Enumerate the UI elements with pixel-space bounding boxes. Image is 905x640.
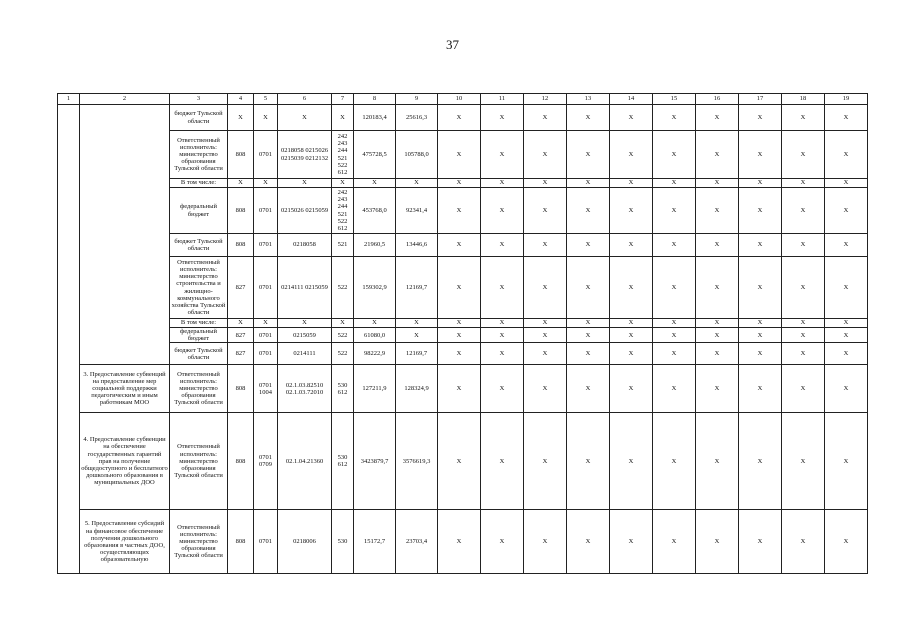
measure-cell: 5. Предоставление субсидий на финансовое обеспечение получения дошкольного образования в частных ДОО, осуществляющих образовательную bbox=[80, 510, 170, 574]
value-cell: 128324,9 bbox=[396, 365, 438, 413]
value-cell: X bbox=[567, 328, 610, 343]
grbs-cell: X bbox=[228, 105, 254, 131]
value-cell: X bbox=[696, 257, 739, 319]
value-cell: X bbox=[524, 105, 567, 131]
value-cell: X bbox=[524, 179, 567, 188]
value-cell: X bbox=[653, 234, 696, 257]
value-cell: 12169,7 bbox=[396, 257, 438, 319]
value-cell: X bbox=[524, 343, 567, 365]
budget-table bbox=[57, 93, 868, 574]
header-cell: 9 bbox=[396, 94, 438, 105]
value-cell: X bbox=[782, 234, 825, 257]
value-cell: X bbox=[524, 328, 567, 343]
header-cell: 4 bbox=[228, 94, 254, 105]
value-cell: X bbox=[739, 234, 782, 257]
value-cell: X bbox=[481, 365, 524, 413]
value-cell: X bbox=[653, 365, 696, 413]
value-cell: X bbox=[567, 319, 610, 328]
executor-cell: федеральный бюджет bbox=[170, 328, 228, 343]
value-cell: X bbox=[653, 343, 696, 365]
value-cell: X bbox=[782, 343, 825, 365]
value-cell: X bbox=[567, 343, 610, 365]
value-cell: X bbox=[739, 510, 782, 574]
value-cell: X bbox=[696, 234, 739, 257]
value-cell: X bbox=[481, 328, 524, 343]
value-cell: X bbox=[567, 413, 610, 510]
value-cell: X bbox=[567, 365, 610, 413]
value-cell: X bbox=[782, 319, 825, 328]
header-cell: 15 bbox=[653, 94, 696, 105]
grbs-cell: 827 bbox=[228, 343, 254, 365]
vr-cell: 242 243 244 521 522 612 bbox=[332, 188, 354, 234]
value-cell: X bbox=[782, 179, 825, 188]
value-cell: X bbox=[696, 343, 739, 365]
value-cell: X bbox=[567, 257, 610, 319]
value-cell: X bbox=[653, 257, 696, 319]
value-cell: X bbox=[438, 234, 481, 257]
value-cell: X bbox=[653, 328, 696, 343]
value-cell: X bbox=[739, 131, 782, 179]
value-cell: X bbox=[610, 188, 653, 234]
table-row bbox=[58, 188, 868, 234]
table-row bbox=[58, 105, 868, 131]
header-cell: 14 bbox=[610, 94, 653, 105]
value-cell: X bbox=[696, 105, 739, 131]
csr-cell: 02.1.04.21360 bbox=[278, 413, 332, 510]
value-cell: X bbox=[438, 319, 481, 328]
value-cell: X bbox=[825, 413, 868, 510]
value-cell: X bbox=[653, 413, 696, 510]
value-cell: X bbox=[567, 131, 610, 179]
value-cell: X bbox=[524, 234, 567, 257]
value-cell: X bbox=[782, 328, 825, 343]
value-cell: X bbox=[696, 188, 739, 234]
vr-cell: 522 bbox=[332, 328, 354, 343]
table-row bbox=[58, 343, 868, 365]
value-cell: X bbox=[653, 131, 696, 179]
value-cell: X bbox=[739, 343, 782, 365]
value-cell: X bbox=[739, 413, 782, 510]
table-row bbox=[58, 510, 868, 574]
value-cell: X bbox=[438, 188, 481, 234]
executor-cell: бюджет Тульской области bbox=[170, 234, 228, 257]
value-cell: X bbox=[782, 257, 825, 319]
value-cell: X bbox=[396, 328, 438, 343]
rzpr-cell: X bbox=[254, 319, 278, 328]
header-cell: 8 bbox=[354, 94, 396, 105]
grbs-cell: X bbox=[228, 179, 254, 188]
value-cell: X bbox=[825, 131, 868, 179]
header-row bbox=[58, 94, 868, 105]
value-cell: X bbox=[610, 234, 653, 257]
vr-cell: X bbox=[332, 319, 354, 328]
value-cell: X bbox=[825, 328, 868, 343]
rzpr-cell: 0701 bbox=[254, 510, 278, 574]
value-cell: X bbox=[610, 365, 653, 413]
value-cell: X bbox=[696, 179, 739, 188]
rzpr-cell: 0701 1004 bbox=[254, 365, 278, 413]
value-cell: X bbox=[610, 257, 653, 319]
value-cell: X bbox=[739, 188, 782, 234]
csr-cell: X bbox=[278, 319, 332, 328]
rzpr-cell: 0701 bbox=[254, 131, 278, 179]
value-cell: 61080,0 bbox=[354, 328, 396, 343]
measure-cell bbox=[80, 105, 170, 365]
csr-cell: 0214111 0215059 bbox=[278, 257, 332, 319]
value-cell: X bbox=[438, 257, 481, 319]
header-cell: 13 bbox=[567, 94, 610, 105]
value-cell: 13446,6 bbox=[396, 234, 438, 257]
value-cell: 92341,4 bbox=[396, 188, 438, 234]
page-number: 37 bbox=[446, 37, 459, 52]
value-cell: X bbox=[610, 131, 653, 179]
vr-cell: 242 243 244 521 522 612 bbox=[332, 131, 354, 179]
value-cell: 15172,7 bbox=[354, 510, 396, 574]
value-cell: X bbox=[524, 131, 567, 179]
value-cell: X bbox=[524, 188, 567, 234]
value-cell: X bbox=[653, 188, 696, 234]
value-cell: X bbox=[825, 179, 868, 188]
vr-cell: 530 612 bbox=[332, 413, 354, 510]
measure-cell: 4. Предоставление субвенции на обеспечение государственных гарантий прав на получение общедоступного и бесплатного дошкольного образования в муниципальных ДОО bbox=[80, 413, 170, 510]
rzpr-cell: X bbox=[254, 179, 278, 188]
table-row bbox=[58, 257, 868, 319]
value-cell: X bbox=[696, 131, 739, 179]
value-cell: 127211,9 bbox=[354, 365, 396, 413]
value-cell: X bbox=[825, 234, 868, 257]
value-cell: X bbox=[524, 413, 567, 510]
value-cell: X bbox=[739, 105, 782, 131]
vr-cell: X bbox=[332, 179, 354, 188]
table-row bbox=[58, 328, 868, 343]
value-cell: X bbox=[825, 343, 868, 365]
measure-cell: 3. Предоставление субвенций на предоставление мер социальной поддержки педагогическим и иным работникам МОО bbox=[80, 365, 170, 413]
rzpr-cell: 0701 bbox=[254, 343, 278, 365]
value-cell: X bbox=[354, 179, 396, 188]
value-cell: 98222,9 bbox=[354, 343, 396, 365]
value-cell: X bbox=[825, 188, 868, 234]
value-cell: 159302,9 bbox=[354, 257, 396, 319]
executor-cell: бюджет Тульской области bbox=[170, 343, 228, 365]
value-cell: X bbox=[610, 179, 653, 188]
value-cell: X bbox=[567, 188, 610, 234]
value-cell: X bbox=[782, 365, 825, 413]
value-cell: X bbox=[524, 257, 567, 319]
value-cell: 21960,5 bbox=[354, 234, 396, 257]
value-cell: X bbox=[438, 413, 481, 510]
table-row bbox=[58, 179, 868, 188]
value-cell: X bbox=[610, 105, 653, 131]
vr-cell: 521 bbox=[332, 234, 354, 257]
value-cell: X bbox=[825, 105, 868, 131]
value-cell: 120183,4 bbox=[354, 105, 396, 131]
grbs-cell: 808 bbox=[228, 413, 254, 510]
header-cell: 5 bbox=[254, 94, 278, 105]
value-cell: 475728,5 bbox=[354, 131, 396, 179]
vr-cell: 522 bbox=[332, 343, 354, 365]
executor-cell: Ответственный исполнитель: министерство образования Тульской области bbox=[170, 365, 228, 413]
value-cell: X bbox=[567, 179, 610, 188]
vr-cell: X bbox=[332, 105, 354, 131]
value-cell: 12169,7 bbox=[396, 343, 438, 365]
executor-cell: федеральный бюджет bbox=[170, 188, 228, 234]
value-cell: X bbox=[825, 319, 868, 328]
header-cell: 11 bbox=[481, 94, 524, 105]
grbs-cell: 827 bbox=[228, 328, 254, 343]
value-cell: X bbox=[438, 510, 481, 574]
value-cell: X bbox=[610, 413, 653, 510]
value-cell: X bbox=[782, 105, 825, 131]
value-cell: X bbox=[739, 328, 782, 343]
executor-cell: бюджет Тульской области bbox=[170, 105, 228, 131]
value-cell: X bbox=[782, 131, 825, 179]
value-cell: X bbox=[696, 328, 739, 343]
header-cell: 7 bbox=[332, 94, 354, 105]
value-cell: X bbox=[481, 234, 524, 257]
value-cell: X bbox=[481, 131, 524, 179]
value-cell: 453768,0 bbox=[354, 188, 396, 234]
executor-cell: Ответственный исполнитель: министерство образования Тульской области bbox=[170, 131, 228, 179]
value-cell: X bbox=[825, 510, 868, 574]
value-cell: X bbox=[396, 179, 438, 188]
grbs-cell: 808 bbox=[228, 365, 254, 413]
value-cell: X bbox=[354, 319, 396, 328]
grbs-cell: 808 bbox=[228, 131, 254, 179]
value-cell: X bbox=[396, 319, 438, 328]
value-cell: 3576619,3 bbox=[396, 413, 438, 510]
value-cell: X bbox=[653, 510, 696, 574]
value-cell: X bbox=[739, 257, 782, 319]
value-cell: X bbox=[825, 365, 868, 413]
grbs-cell: X bbox=[228, 319, 254, 328]
value-cell: X bbox=[524, 319, 567, 328]
rzpr-cell: 0701 bbox=[254, 328, 278, 343]
value-cell: X bbox=[567, 234, 610, 257]
value-cell: X bbox=[653, 179, 696, 188]
value-cell: X bbox=[567, 510, 610, 574]
value-cell: X bbox=[653, 105, 696, 131]
header-cell: 1 bbox=[58, 94, 80, 105]
header-cell: 12 bbox=[524, 94, 567, 105]
csr-cell: 0214111 bbox=[278, 343, 332, 365]
rzpr-cell: 0701 bbox=[254, 234, 278, 257]
value-cell: X bbox=[481, 319, 524, 328]
table-row bbox=[58, 365, 868, 413]
grbs-cell: 808 bbox=[228, 510, 254, 574]
value-cell: X bbox=[567, 105, 610, 131]
value-cell: X bbox=[524, 365, 567, 413]
value-cell: X bbox=[739, 365, 782, 413]
executor-cell: В том числе: bbox=[170, 179, 228, 188]
header-cell: 2 bbox=[80, 94, 170, 105]
header-cell: 3 bbox=[170, 94, 228, 105]
header-cell: 19 bbox=[825, 94, 868, 105]
value-cell: X bbox=[739, 319, 782, 328]
value-cell: X bbox=[481, 343, 524, 365]
value-cell: X bbox=[481, 257, 524, 319]
rzpr-cell: 0701 bbox=[254, 257, 278, 319]
csr-cell: 0215026 0215059 bbox=[278, 188, 332, 234]
value-cell: X bbox=[696, 413, 739, 510]
value-cell: X bbox=[610, 510, 653, 574]
header-cell: 6 bbox=[278, 94, 332, 105]
csr-cell: 0218006 bbox=[278, 510, 332, 574]
table-row bbox=[58, 234, 868, 257]
csr-cell: 0215059 bbox=[278, 328, 332, 343]
value-cell: X bbox=[696, 365, 739, 413]
executor-cell: Ответственный исполнитель: министерство образования Тульской области bbox=[170, 413, 228, 510]
value-cell: X bbox=[438, 328, 481, 343]
value-cell: X bbox=[481, 179, 524, 188]
executor-cell: Ответственный исполнитель: министерство строительства и жилищно-коммунального хозяйства Тульской области bbox=[170, 257, 228, 319]
value-cell: X bbox=[782, 188, 825, 234]
value-cell: X bbox=[481, 188, 524, 234]
value-cell: X bbox=[610, 343, 653, 365]
grbs-cell: 808 bbox=[228, 188, 254, 234]
header-cell: 18 bbox=[782, 94, 825, 105]
value-cell: 3423879,7 bbox=[354, 413, 396, 510]
value-cell: X bbox=[481, 510, 524, 574]
value-cell: X bbox=[653, 319, 696, 328]
vr-cell: 530 bbox=[332, 510, 354, 574]
value-cell: 105788,0 bbox=[396, 131, 438, 179]
csr-cell: 0218058 bbox=[278, 234, 332, 257]
table-row bbox=[58, 319, 868, 328]
csr-cell: 0218058 0215026 0215039 0212132 bbox=[278, 131, 332, 179]
value-cell: X bbox=[825, 257, 868, 319]
value-cell: X bbox=[782, 413, 825, 510]
table-row bbox=[58, 131, 868, 179]
value-cell: X bbox=[782, 510, 825, 574]
value-cell: 25616,3 bbox=[396, 105, 438, 131]
executor-cell: В том числе: bbox=[170, 319, 228, 328]
vr-cell: 522 bbox=[332, 257, 354, 319]
csr-cell: X bbox=[278, 105, 332, 131]
grbs-cell: 808 bbox=[228, 234, 254, 257]
value-cell: X bbox=[696, 510, 739, 574]
csr-cell: X bbox=[278, 179, 332, 188]
header-cell: 17 bbox=[739, 94, 782, 105]
value-cell: X bbox=[438, 131, 481, 179]
grbs-cell: 827 bbox=[228, 257, 254, 319]
header-cell: 16 bbox=[696, 94, 739, 105]
value-cell: X bbox=[438, 179, 481, 188]
value-cell: 23703,4 bbox=[396, 510, 438, 574]
row-number-cell bbox=[58, 105, 80, 574]
rzpr-cell: X bbox=[254, 105, 278, 131]
value-cell: X bbox=[438, 343, 481, 365]
value-cell: X bbox=[438, 105, 481, 131]
value-cell: X bbox=[739, 179, 782, 188]
csr-cell: 02.1.03.82510 02.1.03.72010 bbox=[278, 365, 332, 413]
executor-cell: Ответственный исполнитель: министерство образования Тульской области bbox=[170, 510, 228, 574]
vr-cell: 530 612 bbox=[332, 365, 354, 413]
rzpr-cell: 0701 bbox=[254, 188, 278, 234]
value-cell: X bbox=[524, 510, 567, 574]
table-row bbox=[58, 413, 868, 510]
value-cell: X bbox=[696, 319, 739, 328]
header-cell: 10 bbox=[438, 94, 481, 105]
value-cell: X bbox=[438, 365, 481, 413]
value-cell: X bbox=[610, 328, 653, 343]
value-cell: X bbox=[610, 319, 653, 328]
rzpr-cell: 0701 0709 bbox=[254, 413, 278, 510]
value-cell: X bbox=[481, 413, 524, 510]
value-cell: X bbox=[481, 105, 524, 131]
